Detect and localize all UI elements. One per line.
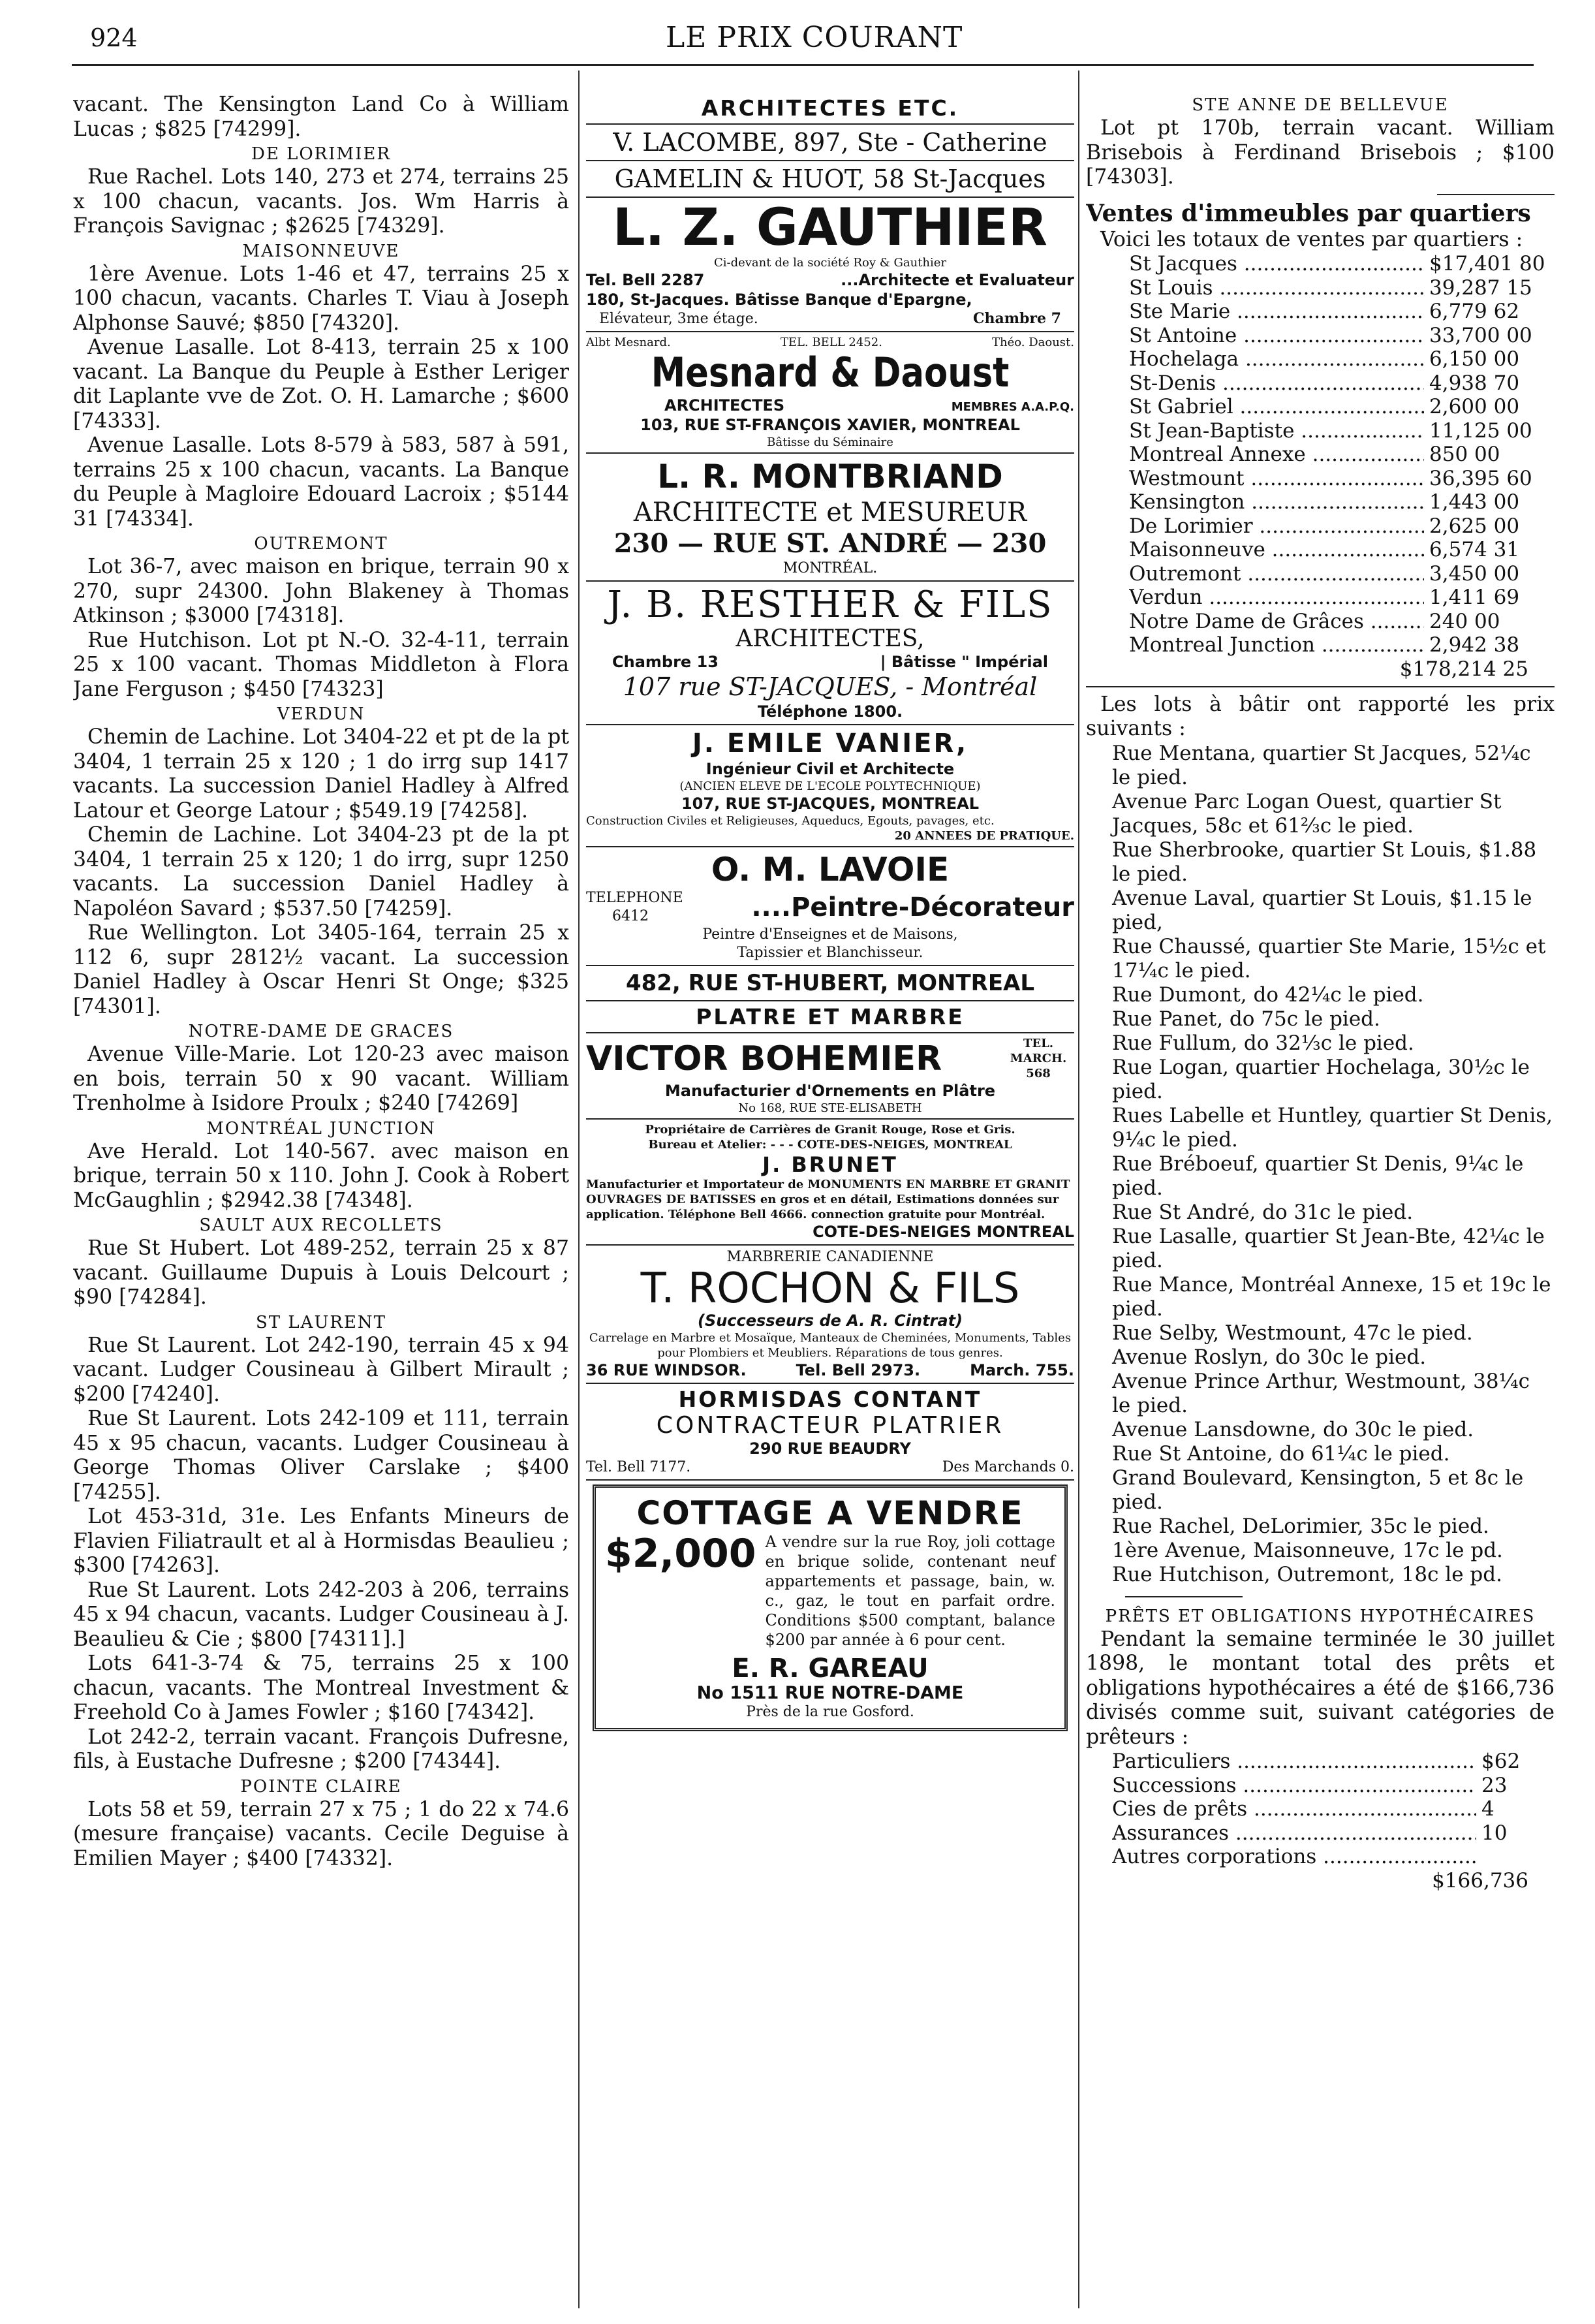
lot-price-entry: Rue Chaussé, quartier Ste Marie, 15½c et 17¼c le pied. [1112, 934, 1546, 982]
total-quartier: Hochelaga ..... [1129, 347, 1424, 371]
section-rule [1125, 1596, 1243, 1597]
gamelin-ad: GAMELIN & HUOT, 58 St-Jacques [586, 161, 1074, 198]
total-amount: 2,625 00 [1429, 514, 1520, 538]
total-amount: 6,150 00 [1429, 347, 1520, 371]
entry: Avenue Lasalle. Lots 8-579 à 583, 587 à 591, terrains 25 x 100 chacun, vacants. La Banque du Peuple à Magloire Edouard Lacroix ; $5144 31 [74334]. [73, 433, 569, 531]
total-quartier: Kensington ..... [1129, 490, 1424, 514]
total-amount: 240 00 [1429, 609, 1500, 633]
lot-price-entry: Rue Lasalle, quartier St Jean-Bte, 42¼c le pied. [1112, 1224, 1545, 1272]
total-quartier: Notre Dame de Grâces ..... [1129, 610, 1424, 634]
pret-category: Particuliers ..... [1112, 1750, 1476, 1774]
total-row [1129, 633, 1555, 657]
pret-amount: $62 [1481, 1750, 1521, 1773]
district-heading: STE ANNE DE BELLEVUE [1192, 95, 1449, 115]
total-amount: $17,401 80 [1429, 252, 1545, 275]
mesnard-daoust-ad: Albt Mesnard. TEL. BELL 2452. Théo. Daoust. Mesnard & Daoust ARCHITECTES MEMBRES A.A.P.Q. 103, RUE ST-FRANÇOIS XAVIER, MONTREAL Bâtisse du Séminaire [586, 332, 1074, 454]
lot-price-entry: Rue Bréboeuf, quartier St Denis, 9¼c le pied. [1112, 1152, 1524, 1200]
lot-price-entry: Rue Panet, do 75c le pied. [1112, 1007, 1380, 1031]
pret-row [1112, 1797, 1555, 1821]
rochon-ad: MARBRERIE CANADIENNE T. ROCHON & FILS (Successeurs de A. R. Cintrat) Carrelage en Marbre et Mosaïque, Manteaux de Cheminées, Monuments, Tables pour Plombiers et Meubliers. Réparations de tous genres. 36 RUE WINDSOR. Tel. Bell 2973. March. 755. [586, 1246, 1074, 1384]
entry: Rue Rachel. Lots 140, 273 et 274, terrains 25 x 100 chacun, vacants. Jos. Wm Harris à François Savignac ; $2625 [74329]. [73, 165, 569, 238]
cottage-ad: COTTAGE A VENDRE $2,000 A vendre sur la rue Roy, joli cottage en brique solide, contenant neuf appartements et passage, bain, w. c., gaz, le tout en parfait ordre. Conditions $500 comptant, balance $200 par année à 6 pour cent. E. R. GAREAU No 1511 RUE NOTRE-DAME Près de la rue Gosford. [593, 1484, 1068, 1731]
lot-price-entry: Avenue Laval, quartier St Louis, $1.15 le pied, [1112, 886, 1532, 934]
district-heading: MAISONNEUVE [242, 241, 400, 261]
prets-title: PRÊTS ET OBLIGATIONS HYPOTHÉCAIRES [1105, 1606, 1536, 1626]
gauthier-ad: L. Z. GAUTHIER Ci-devant de la société Roy & Gauthier Tel. Bell 2287 ...Architecte et Evaluateur 180, St-Jacques. Bâtisse Banque d'Epargne, Elévateur, 3me étage. Chambre 7 [586, 198, 1074, 332]
total-quartier: St Jacques ..... [1129, 252, 1424, 276]
lot-price-entry: Avenue Roslyn, do 30c le pied. [1112, 1345, 1427, 1369]
total-quartier: De Lorimier ..... [1129, 514, 1424, 539]
pret-category: Assurances ..... [1112, 1821, 1476, 1845]
bohemier-name: VICTOR BOHEMIER [586, 1039, 942, 1078]
pret-row [1112, 1750, 1555, 1774]
lot-price-entry: Rue Mance, Montréal Annexe, 15 et 19c le pied. [1112, 1272, 1551, 1321]
column-rule-2 [1078, 71, 1079, 2308]
district-heading: MONTRÉAL JUNCTION [206, 1118, 436, 1138]
pret-amount: 10 [1481, 1821, 1508, 1845]
entry: Lot 453-31d, 31e. Les Enfants Mineurs de Flavien Filiatrault et al à Hormisdas Beaulieu ; $300 [74263]. [73, 1505, 569, 1577]
lot-price-entry: Rue St Antoine, do 61¼c le pied. [1112, 1441, 1450, 1466]
total-row [1129, 252, 1555, 276]
district-heading: SAULT AUX RECOLLETS [199, 1216, 443, 1235]
total-row [1129, 610, 1555, 634]
entry: Lots 641-3-74 & 75, terrains 25 x 100 chacun, vacants. The Montreal Investment & Freehold Co à James Fowler ; $160 [74342]. [73, 1652, 569, 1724]
lot-price-entry: Rue St André, do 31c le pied. [1112, 1200, 1414, 1224]
lot-price-entry: Rue Fullum, do 32⅓c le pied. [1112, 1031, 1414, 1055]
total-amount: 4,938 70 [1429, 371, 1520, 395]
lot-price-entry: Avenue Parc Logan Ouest, quartier St Jacques, 58c et 61⅔c le pied. [1112, 789, 1502, 838]
total-quartier: St Louis ..... [1129, 276, 1424, 300]
vanier-ad: J. EMILE VANIER, Ingénieur Civil et Architecte (ANCIEN ELEVE DE L'ECOLE POLYTECHNIQUE) 107, RUE ST-JACQUES, MONTREAL Construction Civiles et Religieuses, Aqueducs, Egouts, pavages, etc. 20 ANNEES DE PRATIQUE. [586, 725, 1074, 847]
ventes-title: Ventes d'immeubles par quartiers [1086, 199, 1531, 227]
brunet-ad: Propriétaire de Carrières de Granit Rouge, Rose et Gris. Bureau et Atelier: - - - COTE-DES-NEIGES, MONTREAL J. BRUNET Manufacturier et Importateur de MONUMENTS EN MARBRE ET GRANIT OUVRAGES DE BATISSES en gros et en détail, Estimations données sur application. Téléphone Bell 4666. connection gratuite pour Montréal. COTE-DES-NEIGES MONTREAL [586, 1120, 1074, 1246]
entry: Rue St Laurent. Lot 242-190, terrain 45 x 94 vacant. Ludger Cousineau à Gilbert Mirault ; $200 [74240]. [73, 1333, 569, 1406]
vanier-name: J. EMILE VANIER, [692, 729, 968, 759]
total-quartier: Outremont ..... [1129, 562, 1424, 586]
entry: Rue St Laurent. Lots 242-109 et 111, terrain 45 x 95 chacun, vacants. Ludger Cousineau à George Thomas Oliver Carslake ; $400 [74255]. [73, 1407, 569, 1504]
total-quartier: St-Denis ..... [1129, 371, 1424, 396]
lot-price-entry: Avenue Prince Arthur, Westmount, 38¼c le pied. [1112, 1369, 1530, 1417]
contant-name: HORMISDAS CONTANT [678, 1387, 982, 1412]
bohemier-ad: VICTOR BOHEMIER TEL. MARCH. 568 Manufacturier d'Ornements en Plâtre No 168, RUE STE-ELISABETH [586, 1033, 1074, 1120]
entry: Avenue Lasalle. Lot 8-413, terrain 25 x 100 vacant. La Banque du Peuple à Esther Leriger dit Laplante vve de Zot. O. H. Lamarche ; $600 [74333]. [73, 336, 569, 433]
ventes-intro: Voici les totaux de ventes par quartiers : [1100, 227, 1523, 251]
pret-row [1112, 1845, 1555, 1869]
pret-row [1112, 1821, 1555, 1845]
total-row [1129, 371, 1555, 396]
middle-column [586, 93, 1074, 2308]
pret-category: Autres corporations ..... [1112, 1845, 1476, 1869]
total-amount: 3,450 00 [1429, 561, 1520, 586]
lot-price-entry: Rue Selby, Westmount, 47c le pied. [1112, 1321, 1473, 1345]
header-rule [72, 64, 1534, 66]
prets-table [1086, 1750, 1555, 1869]
total-row [1129, 562, 1555, 586]
total-quartier: Westmount ..... [1129, 467, 1424, 491]
entry: Rue St Laurent. Lots 242-203 à 206, terrains 45 x 94 chacun, vacants. Ludger Cousineau à J. Beaulieu & Cie ; $800 [74311].] [73, 1578, 569, 1651]
total-row [1129, 276, 1555, 300]
entry: Rue Hutchison. Lot pt N.-O. 32-4-11, terrain 25 x 100 vacant. Thomas Middleton à Flora Jane Ferguson ; $450 [74323] [73, 628, 569, 701]
total-quartier: St Jean-Baptiste ..... [1129, 419, 1424, 443]
lots-list [1086, 742, 1555, 1587]
total-row [1129, 490, 1555, 514]
entry: Lots 58 et 59, terrain 27 x 75 ; 1 do 22 x 74.6 (mesure française) vacants. Cecile Deguise à Emilien Mayer ; $400 [74332]. [73, 1797, 569, 1870]
running-head: LE PRIX COURANT [666, 21, 963, 54]
total-quartier: Montreal Junction ..... [1129, 633, 1424, 657]
cottage-title: COTTAGE A VENDRE [636, 1494, 1024, 1532]
total-row [1129, 443, 1555, 467]
page-number: 924 [90, 24, 138, 52]
entry: vacant. The Kensington Land Co à William Lucas ; $825 [74299]. [73, 93, 569, 141]
total-row [1129, 395, 1555, 419]
district-heading: POINTE CLAIRE [240, 1776, 402, 1797]
lot-price-entry: Avenue Lansdowne, do 30c le pied. [1112, 1417, 1474, 1441]
total-amount: 36,395 60 [1429, 466, 1532, 490]
architects-header: ARCHITECTES ETC. [586, 93, 1074, 125]
prets-total: $166,736 [1432, 1868, 1528, 1892]
district-heading: ST LAURENT [255, 1312, 387, 1332]
prets-text: Pendant la semaine terminée le 30 juillet 1898, le montant total des prêts et obligations hypothécaires a été de $166,736 divisés comme suit, suivant catégories de prêteurs : [1086, 1627, 1555, 1749]
entry: Lot 36-7, avec maison en brique, terrain 90 x 270, supr 24300. John Blakeney à Thomas Atkinson ; $3000 [74318]. [73, 555, 569, 627]
lot-price-entry: Rues Labelle et Huntley, quartier St Denis, 9¼c le pied. [1112, 1103, 1553, 1152]
total-quartier: Montreal Annexe ..... [1129, 443, 1424, 467]
lots-intro: Les lots à bâtir ont rapporté les prix suivants : [1086, 692, 1555, 740]
gauthier-name: L. Z. GAUTHIER [612, 198, 1047, 257]
total-row [1129, 467, 1555, 491]
total-row [1129, 419, 1555, 443]
total-amount: 850 00 [1429, 443, 1500, 466]
resther-name: J. B. RESTHER & FILS [607, 584, 1053, 626]
district-heading: VERDUN [277, 704, 365, 724]
total-quartier: St Gabriel ..... [1129, 395, 1424, 419]
pret-category: Successions ..... [1112, 1774, 1476, 1798]
total-row [1129, 514, 1555, 539]
column-rule-1 [578, 71, 580, 2308]
lot-price-entry: Grand Boulevard, Kensington, 5 et 8c le pied. [1112, 1466, 1524, 1514]
section-rule [1086, 686, 1555, 687]
entry: 1ère Avenue. Lots 1-46 et 47, terrains 25 x 100 chacun, vacants. Charles T. Viau à Joseph Alphonse Sauvé; $850 [74320]. [73, 262, 569, 335]
total-amount: 6,574 31 [1429, 538, 1520, 561]
entry: Chemin de Lachine. Lot 3404-23 pt de la pt 3404, 1 terrain 25 x 120; 1 do irrg, supr 1250 vacants. La succession Daniel Hadley à Napoléon Savard ; $537.50 [74259]. [73, 823, 569, 920]
entry: Chemin de Lachine. Lot 3404-22 et pt de la pt 3404, 1 terrain 25 x 120 ; 1 do irrg sup 1417 vacants. La succession Daniel Hadley à Alfred Latour et George Latour ; $549.19 [74258]. [73, 725, 569, 823]
district-heading: DE LORIMIER [251, 144, 391, 164]
cottage-price: $2,000 [605, 1531, 756, 1577]
total-amount: 11,125 00 [1429, 418, 1532, 443]
total-amount: 2,942 38 [1429, 633, 1520, 657]
entry: Rue Wellington. Lot 3405-164, terrain 25 x 112 6, supr 2812½ vacant. La succession Daniel Hadley à Oscar Henri St Onge; $325 [74301]. [73, 921, 569, 1018]
total-amount: 6,779 62 [1429, 300, 1520, 323]
section-rule [1437, 194, 1555, 195]
lot-price-entry: Rue Rachel, DeLorimier, 35c le pied. [1112, 1514, 1489, 1538]
entry: Lot pt 170b, terrain vacant. William Brisebois à Ferdinand Brisebois ; $100 [74303]. [1086, 116, 1555, 189]
total-row [1129, 347, 1555, 371]
district-heading: NOTRE-DAME DE GRACES [188, 1022, 454, 1041]
total-row [1129, 538, 1555, 562]
totals-table [1129, 252, 1555, 657]
platre-header: PLATRE ET MARBRE [586, 1001, 1074, 1033]
pret-row [1112, 1774, 1555, 1798]
total-quartier: Ste Marie ..... [1129, 300, 1424, 324]
lot-price-entry: Rue Logan, quartier Hochelaga, 30½c le pied. [1112, 1055, 1530, 1103]
entry: Avenue Ville-Marie. Lot 120-23 avec maison en bois, terrain 50 x 90 vacant. William Trenholme à Isidore Proulx ; $240 [74269] [73, 1043, 569, 1115]
left-column [73, 93, 569, 2308]
entry: Lot 242-2, terrain vacant. François Dufresne, fils, à Eustache Dufresne ; $200 [74344]. [73, 1725, 569, 1773]
lavoie-address: 482, RUE ST-HUBERT, MONTREAL [586, 966, 1074, 1001]
resther-ad: J. B. RESTHER & FILS ARCHITECTES, Chambre 13 | Bâtisse " Impérial 107 rue ST-JACQUES, - Montréal Téléphone 1800. [586, 582, 1074, 725]
lavoie-name: O. M. LAVOIE [711, 851, 950, 888]
total-amount: 1,411 69 [1429, 586, 1520, 609]
brunet-name: J. BRUNET [762, 1152, 898, 1177]
montbriand-ad: L. R. MONTBRIAND ARCHITECTE et MESUREUR 230 — RUE ST. ANDRÉ — 230 MONTRÉAL. [586, 454, 1074, 582]
pret-amount [1476, 1845, 1555, 1869]
gareau-name: E. R. GAREAU [732, 1654, 929, 1684]
total-amount: 33,700 00 [1429, 323, 1532, 347]
total-row [1129, 324, 1555, 348]
entry: Rue St Hubert. Lot 489-252, terrain 25 x 87 vacant. Guillaume Dupuis à Louis Delcourt ; $90 [74284]. [73, 1236, 569, 1309]
lot-price-entry: Rue Hutchison, Outremont, 18c le pd. [1112, 1562, 1502, 1586]
pret-category: Cies de prêts ..... [1112, 1797, 1476, 1821]
district-heading: OUTREMONT [254, 534, 388, 554]
total-quartier: St Antoine ..... [1129, 324, 1424, 348]
lavoie-ad: O. M. LAVOIE TELEPHONE 6412 ....Peintre-Décorateur Peintre d'Enseignes et de Maisons, Tapissier et Blanchisseur. [586, 847, 1074, 966]
pret-amount: 4 [1481, 1797, 1494, 1821]
lot-price-entry: Rue Mentana, quartier St Jacques, 52¼c le pied. [1112, 741, 1531, 789]
pret-amount: 23 [1481, 1773, 1508, 1797]
lot-price-entry: Rue Dumont, do 42¼c le pied. [1112, 982, 1424, 1007]
grand-total: $178,214 25 [1399, 657, 1528, 681]
mesnard-name: Mesnard & Daoust [651, 349, 1010, 396]
rochon-name: T. ROCHON & FILS [640, 1264, 1020, 1313]
contant-ad: HORMISDAS CONTANT CONTRACTEUR PLATRIER 290 RUE BEAUDRY Tel. Bell 7177. Des Marchands 0. [586, 1384, 1074, 1481]
total-row [1129, 300, 1555, 324]
total-amount: 39,287 15 [1429, 275, 1532, 300]
right-column [1086, 93, 1555, 2308]
total-quartier: Verdun ..... [1129, 586, 1424, 610]
total-amount: 2,600 00 [1429, 395, 1520, 418]
lacombe-ad: V. LACOMBE, 897, Ste - Catherine [586, 125, 1074, 161]
lot-price-entry: 1ère Avenue, Maisonneuve, 17c le pd. [1112, 1538, 1503, 1562]
lot-price-entry: Rue Sherbrooke, quartier St Louis, $1.88 le pied. [1112, 838, 1537, 886]
total-quartier: Maisonneuve ..... [1129, 538, 1424, 562]
total-row [1129, 586, 1555, 610]
total-amount: 1,443 00 [1429, 490, 1520, 514]
entry: Ave Herald. Lot 140-567. avec maison en brique, terrain 50 x 110. John J. Cook à Robert McGaughlin ; $2942.38 [74348]. [73, 1139, 569, 1212]
montbriand-name: L. R. MONTBRIAND [657, 458, 1003, 495]
